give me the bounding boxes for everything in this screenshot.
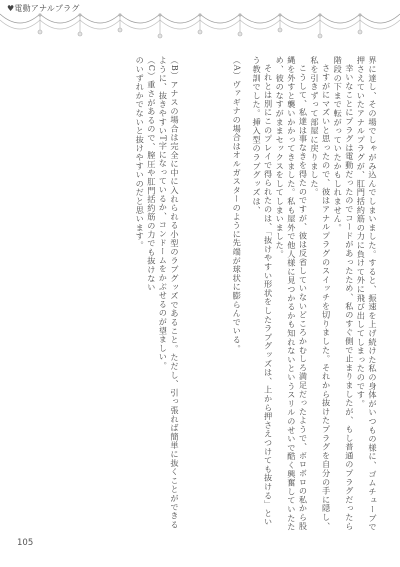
paragraph: さすがにマズいと思ったので、彼はアナルプラグのスイッチを切りました。それから抜けたプラグを自分の手に隠し、私を引きずって部屋に戻りました。 xyxy=(310,56,332,531)
note-label: （C） xyxy=(146,56,157,81)
closing-line: のいずれかでないと抜けやすいのだと思います。 xyxy=(135,56,146,250)
note-item xyxy=(231,56,243,534)
note-text: アナスの場合は完全に中に入れられる小型のラブグッズであること。ただし、引っ張れば簡単に抜くことができるように、抜きやすいT字になっているか、コンドームをかぶせるのが望ましい。 xyxy=(158,56,180,530)
garland-decoration xyxy=(0,10,400,52)
notes-column xyxy=(0,56,180,534)
note-text: ヴァギナの場合はオルガスターのように先端が球状に膨らんでいる。 xyxy=(232,80,243,353)
paragraph: こうして、私達は事なきを得たのですが、彼は反省していないどころかむしろ満足だったようで、ボロボロの私から股縄を外すと襲いかかってきました。私も屋外で他人様に見つかるかも知れないというスリルのせいで酷く興奮していたため、彼のなすがままセックスをしてしまいました。 xyxy=(275,56,309,532)
note-label: （B） xyxy=(170,56,180,81)
note-label: （A） xyxy=(232,56,243,81)
note-item xyxy=(157,56,180,534)
page-number: 105 xyxy=(17,538,34,548)
paragraph: それとは別にこのプレイで得られたのは、「抜けやすい形状をしたラブグッズは、上から押さえつけても抜ける」という教訓でした。挿入型のラブグッズは、 xyxy=(252,56,274,527)
chapter-title: ♥電動アナルプラグ xyxy=(7,4,80,13)
note-text: 重さがあるので、膣圧や肛門括約筋の力でも抜けない xyxy=(146,80,157,292)
page-header xyxy=(0,0,400,48)
paragraph: 幸いなことにプラグは電動だったのでコードがあったため、私のすぐ側で止まりましたが、もし普通のプラグだったら階段の下まで転がっていたかもしれません。 xyxy=(333,56,355,531)
note-item xyxy=(145,56,157,534)
paragraph: 界に達し、その場でしゃがみ込んでしまいました。すると、振速を上げ続けた私の身体がいつもの様に、ゴムチューブで押さえていたアナルプラグが、肛門括約筋の力に負けて外に飛び出してしまったのです。 xyxy=(356,56,378,532)
